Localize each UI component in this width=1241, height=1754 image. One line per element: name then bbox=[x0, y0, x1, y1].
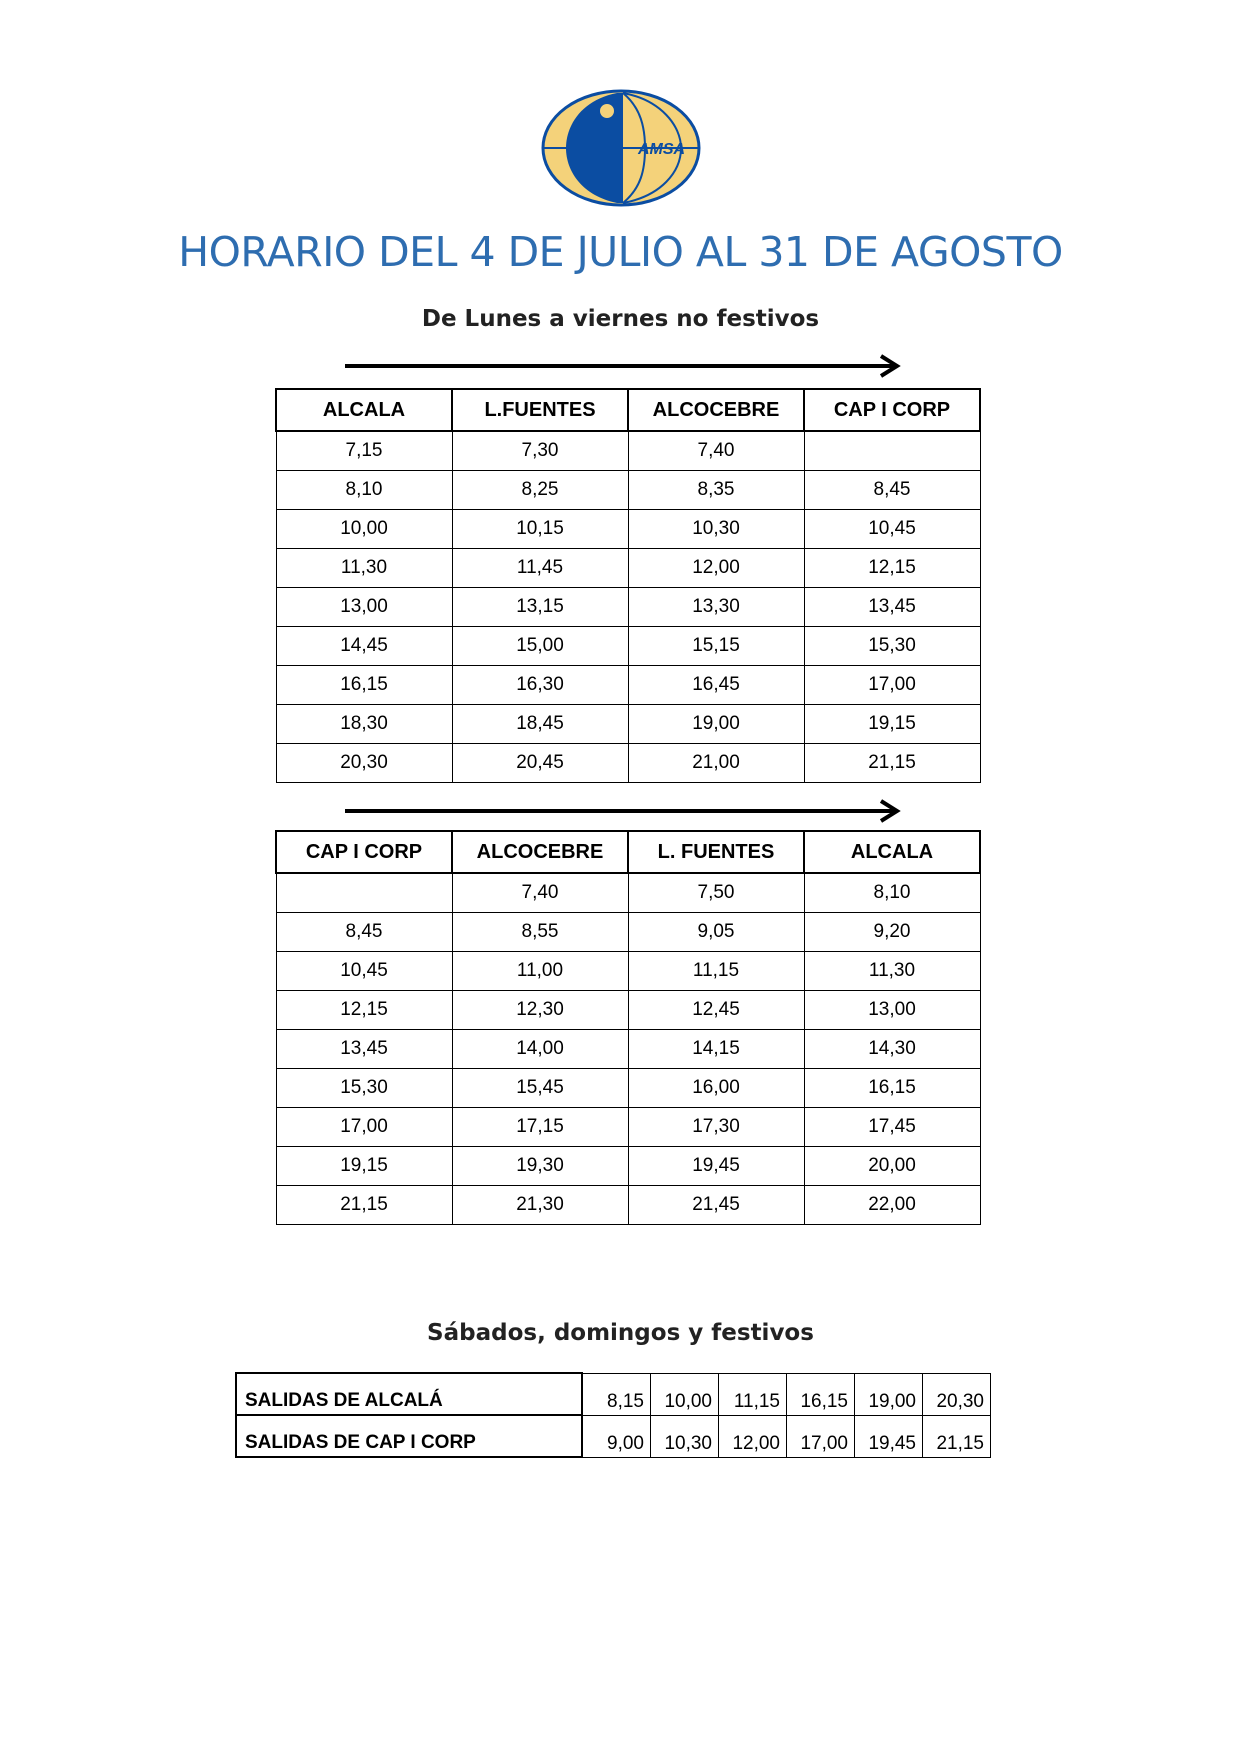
time-cell: 16,15 bbox=[804, 1069, 980, 1108]
outbound-schedule-table bbox=[275, 388, 981, 783]
time-cell: 19,00 bbox=[628, 705, 804, 744]
table-row bbox=[276, 431, 980, 471]
time-cell: 14,30 bbox=[804, 1030, 980, 1069]
column-header: ALCALA bbox=[804, 831, 980, 873]
logo-text: AMSA bbox=[638, 141, 686, 158]
time-cell: 8,45 bbox=[804, 471, 980, 510]
time-cell: 17,00 bbox=[804, 666, 980, 705]
table-header-row bbox=[276, 389, 980, 431]
time-cell: 15,30 bbox=[276, 1069, 452, 1108]
time-cell: 13,15 bbox=[452, 588, 628, 627]
time-cell: 7,40 bbox=[628, 431, 804, 471]
column-header: L.FUENTES bbox=[452, 389, 628, 431]
time-cell: 22,00 bbox=[804, 1186, 980, 1225]
table-row bbox=[276, 1108, 980, 1147]
time-cell: 19,00 bbox=[855, 1373, 923, 1415]
table-row bbox=[276, 744, 980, 783]
time-cell: 20,30 bbox=[923, 1373, 991, 1415]
column-header: L. FUENTES bbox=[628, 831, 804, 873]
column-header: CAP I CORP bbox=[276, 831, 452, 873]
table-row bbox=[276, 1069, 980, 1108]
direction-arrow-icon bbox=[345, 354, 905, 378]
time-cell: 15,30 bbox=[804, 627, 980, 666]
time-cell: 11,30 bbox=[804, 952, 980, 991]
departure-label: SALIDAS DE ALCALÁ bbox=[236, 1373, 582, 1415]
time-cell: 16,30 bbox=[452, 666, 628, 705]
time-cell: 11,15 bbox=[628, 952, 804, 991]
time-cell: 14,15 bbox=[628, 1030, 804, 1069]
table-row bbox=[276, 991, 980, 1030]
time-cell: 10,30 bbox=[651, 1415, 719, 1457]
time-cell: 12,30 bbox=[452, 991, 628, 1030]
time-cell: 13,45 bbox=[804, 588, 980, 627]
time-cell: 8,55 bbox=[452, 913, 628, 952]
weekend-subtitle: Sábados, domingos y festivos bbox=[427, 1320, 814, 1346]
time-cell: 12,15 bbox=[804, 549, 980, 588]
time-cell: 8,25 bbox=[452, 471, 628, 510]
time-cell: 8,15 bbox=[582, 1373, 651, 1415]
time-cell: 21,15 bbox=[276, 1186, 452, 1225]
time-cell: 19,45 bbox=[855, 1415, 923, 1457]
table-row bbox=[276, 666, 980, 705]
table-row bbox=[276, 627, 980, 666]
time-cell: 11,45 bbox=[452, 549, 628, 588]
table-row bbox=[276, 873, 980, 913]
time-cell: 17,45 bbox=[804, 1108, 980, 1147]
table-row bbox=[276, 1030, 980, 1069]
time-cell: 8,35 bbox=[628, 471, 804, 510]
time-cell: 21,00 bbox=[628, 744, 804, 783]
time-cell: 12,15 bbox=[276, 991, 452, 1030]
time-cell: 7,50 bbox=[628, 873, 804, 913]
time-cell: 18,30 bbox=[276, 705, 452, 744]
time-cell: 17,30 bbox=[628, 1108, 804, 1147]
return-schedule-table bbox=[275, 830, 981, 1225]
table-row bbox=[276, 549, 980, 588]
time-cell: 14,45 bbox=[276, 627, 452, 666]
table-header-row bbox=[276, 831, 980, 873]
time-cell: 12,00 bbox=[719, 1415, 787, 1457]
column-header: ALCALA bbox=[276, 389, 452, 431]
time-cell: 9,05 bbox=[628, 913, 804, 952]
weekend-schedule-table bbox=[235, 1372, 991, 1458]
time-cell: 13,30 bbox=[628, 588, 804, 627]
time-cell: 16,15 bbox=[787, 1373, 855, 1415]
time-cell: 7,15 bbox=[276, 431, 452, 471]
time-cell: 17,00 bbox=[787, 1415, 855, 1457]
departure-label: SALIDAS DE CAP I CORP bbox=[236, 1415, 582, 1457]
time-cell: 11,15 bbox=[719, 1373, 787, 1415]
time-cell: 11,00 bbox=[452, 952, 628, 991]
time-cell: 19,15 bbox=[276, 1147, 452, 1186]
time-cell: 15,45 bbox=[452, 1069, 628, 1108]
weekday-subtitle: De Lunes a viernes no festivos bbox=[421, 306, 820, 332]
time-cell: 10,00 bbox=[276, 510, 452, 549]
table-row bbox=[276, 1186, 980, 1225]
time-cell: 7,30 bbox=[452, 431, 628, 471]
table-row bbox=[276, 705, 980, 744]
time-cell: 9,20 bbox=[804, 913, 980, 952]
time-cell: 13,00 bbox=[276, 588, 452, 627]
time-cell: 10,00 bbox=[651, 1373, 719, 1415]
time-cell: 19,30 bbox=[452, 1147, 628, 1186]
time-cell: 12,00 bbox=[628, 549, 804, 588]
direction-arrow-icon bbox=[345, 799, 905, 823]
column-header: ALCOCEBRE bbox=[628, 389, 804, 431]
time-cell: 8,10 bbox=[276, 471, 452, 510]
time-cell: 16,00 bbox=[628, 1069, 804, 1108]
time-cell: 10,30 bbox=[628, 510, 804, 549]
time-cell: 10,15 bbox=[452, 510, 628, 549]
time-cell: 21,45 bbox=[628, 1186, 804, 1225]
time-cell: 11,30 bbox=[276, 549, 452, 588]
time-cell: 21,15 bbox=[804, 744, 980, 783]
amsa-logo bbox=[541, 88, 701, 208]
time-cell: 20,30 bbox=[276, 744, 452, 783]
time-cell: 13,45 bbox=[276, 1030, 452, 1069]
time-cell: 7,40 bbox=[452, 873, 628, 913]
table-row bbox=[276, 510, 980, 549]
time-cell: 21,30 bbox=[452, 1186, 628, 1225]
table-row bbox=[276, 1147, 980, 1186]
table-row bbox=[236, 1415, 991, 1457]
time-cell: 10,45 bbox=[276, 952, 452, 991]
time-cell: 16,15 bbox=[276, 666, 452, 705]
time-cell bbox=[804, 431, 980, 471]
page-title: HORARIO DEL 4 DE JULIO AL 31 DE AGOSTO bbox=[178, 228, 1063, 276]
time-cell: 16,45 bbox=[628, 666, 804, 705]
table-row bbox=[236, 1373, 991, 1415]
time-cell: 19,45 bbox=[628, 1147, 804, 1186]
column-header: CAP I CORP bbox=[804, 389, 980, 431]
time-cell: 15,15 bbox=[628, 627, 804, 666]
table-row bbox=[276, 471, 980, 510]
time-cell: 13,00 bbox=[804, 991, 980, 1030]
time-cell: 21,15 bbox=[923, 1415, 991, 1457]
time-cell: 17,00 bbox=[276, 1108, 452, 1147]
time-cell: 9,00 bbox=[582, 1415, 651, 1457]
table-row bbox=[276, 952, 980, 991]
time-cell: 15,00 bbox=[452, 627, 628, 666]
time-cell: 10,45 bbox=[804, 510, 980, 549]
column-header: ALCOCEBRE bbox=[452, 831, 628, 873]
time-cell: 18,45 bbox=[452, 705, 628, 744]
time-cell: 20,45 bbox=[452, 744, 628, 783]
table-row bbox=[276, 913, 980, 952]
time-cell: 20,00 bbox=[804, 1147, 980, 1186]
time-cell: 19,15 bbox=[804, 705, 980, 744]
time-cell: 12,45 bbox=[628, 991, 804, 1030]
table-row bbox=[276, 588, 980, 627]
time-cell: 8,45 bbox=[276, 913, 452, 952]
time-cell: 8,10 bbox=[804, 873, 980, 913]
time-cell: 14,00 bbox=[452, 1030, 628, 1069]
time-cell bbox=[276, 873, 452, 913]
time-cell: 17,15 bbox=[452, 1108, 628, 1147]
